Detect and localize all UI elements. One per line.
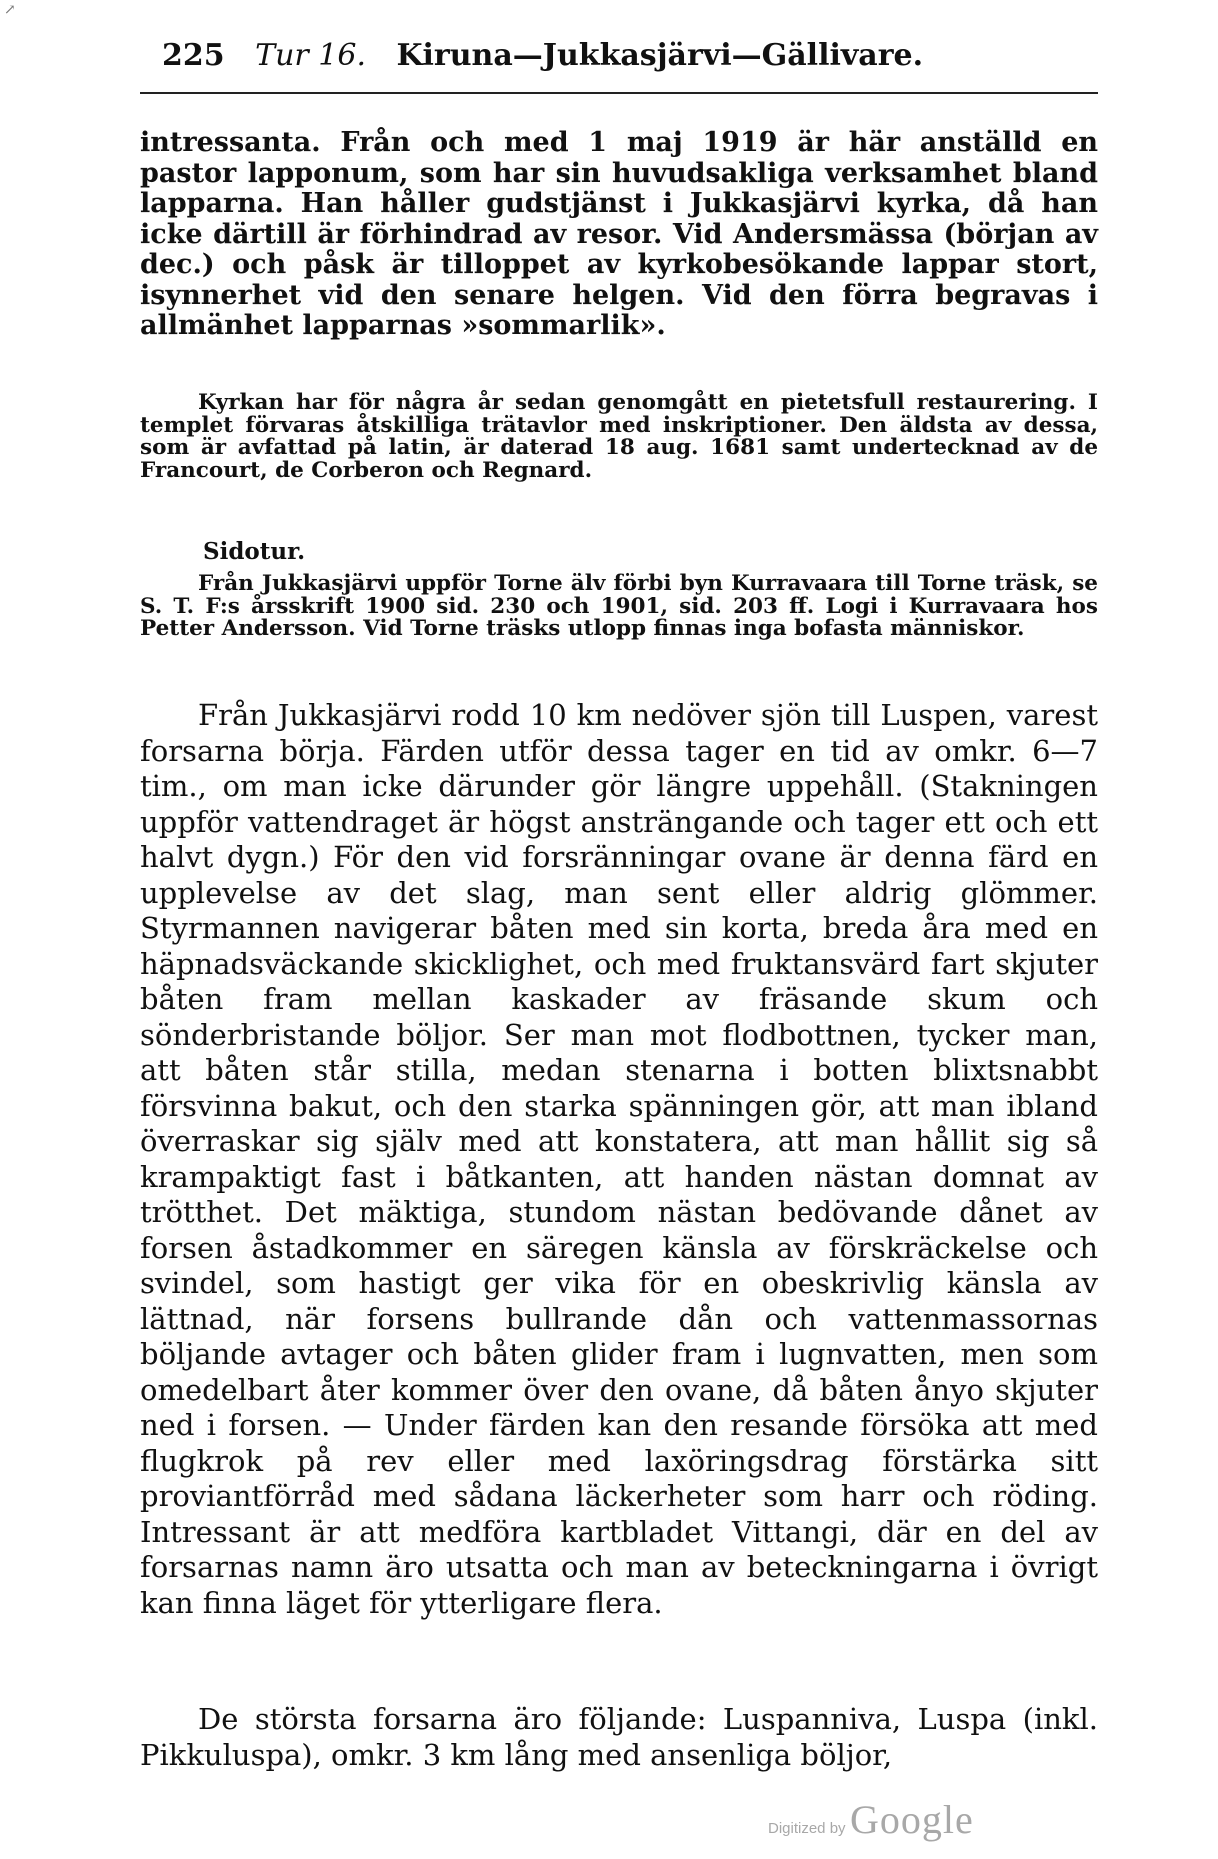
paragraph-text: intressanta. Från och med 1 maj 1919 är här anställd en pastor lapponum, som har sin huvudsakliga verksamhet bland lapparna. Han håller gudstjänst i Jukkasjärvi kyrka, då han icke därtill är förhindrad av resor. Vid Andersmässa (början av dec.) och påsk är tilloppet av kyrkobesökande lappar stort, isynnerhet vid den senare helgen. Vid den förra begravas i allmänhet lapparnas »sommarlik». [140,127,1098,341]
section-heading-sidotur: Sidotur. [203,538,306,565]
digitized-watermark [768,1796,974,1843]
paragraph-sidotur [140,573,1098,641]
google-logo: Google [850,1797,974,1842]
header-rule [140,92,1098,94]
page-number: 225 [162,38,225,73]
paragraph-rodd [140,698,1098,1621]
digitized-label: Digitized by [768,1820,846,1837]
paragraph-pastor [140,128,1098,342]
route-title: Kiruna—Jukkasjärvi—Gällivare. [396,38,924,73]
paragraph-text: Från Jukkasjärvi uppför Torne älv förbi byn Kurravaara till Torne träsk, se S. T. F:s årsskrift 1900 sid. 230 och 1901, sid. 203 ff. Logi i Kurravaara hos Petter Andersson. Vid Torne träsks utlopp finnas inga bofasta människor. [140,571,1098,641]
corner-mark: ↗ [4,2,16,18]
running-head [162,38,1112,73]
paragraph-text: Från Jukkasjärvi rodd 10 km nedöver sjön till Luspen, varest forsarna börja. Färden utför dessa tager en tid av omkr. 6—7 tim., om man icke därunder gör längre uppehåll. (Stakningen uppför vattendraget är högst ansträngande och tager ett och ett halvt dygn.) För den vid forsränningar ovane är denna färd en upplevelse av det slag, man sent eller aldrig glömmer. Styrmannen navigerar båten med sin korta, breda åra med en häpnadsväckande skicklighet, och med fruktansvärd fart skjuter båten fram mellan kaskader av fräsande skum och sönderbristande böljor. Ser man mot flodbottnen, tycker man, att båten står stilla, medan stenarna i botten blixtsnabbt försvinna bakut, och den starka spänningen gör, att man ibland överraskar sig själv med att konstatera, att man hållit sig så krampaktigt fast i båtkanten, att handen nästan domnat av trötthet. Det mäktiga, stundom nästan bedövande dånet av forsen åstadkommer en säregen känsla av förskräckelse och svindel, som hastigt ger vika för en obeskrivlig känsla av lättnad, när forsens bullrande dån och vattenmassornas böljande avtager och båten glider fram i lugnvatten, men som omedelbart åter kommer över den ovane, då båten ånyo skjuter ned i forsen. — Under färden kan den resande försöka att med flugkrok på rev eller med laxöringsdrag förstärka sitt proviantförråd med sådana läckerheter som harr och röding. Intressant är att medföra kartbladet Vittangi, där en del av forsarnas namn äro utsatta och man av beteckningarna i övrigt kan finna läget för ytterligare flera. [140,698,1098,1620]
tour-label: Tur 16. [255,38,366,73]
paragraph-forsarna [140,1702,1098,1773]
paragraph-kyrkan [140,392,1098,482]
paragraph-text: Kyrkan har för några år sedan genomgått en pietetsfull restaurering. I templet förvaras åtskilliga trätavlor med inskriptioner. Den äldsta av dessa, som är avfattad på latin, är daterad 18 aug. 1681 samt undertecknad av de Francourt, de Corberon och Regnard. [140,390,1098,483]
paragraph-text: De största forsarna äro följande: Luspanniva, Luspa (inkl. Pikkuluspa), omkr. 3 km lång med ansenliga böljor, [140,1702,1098,1772]
